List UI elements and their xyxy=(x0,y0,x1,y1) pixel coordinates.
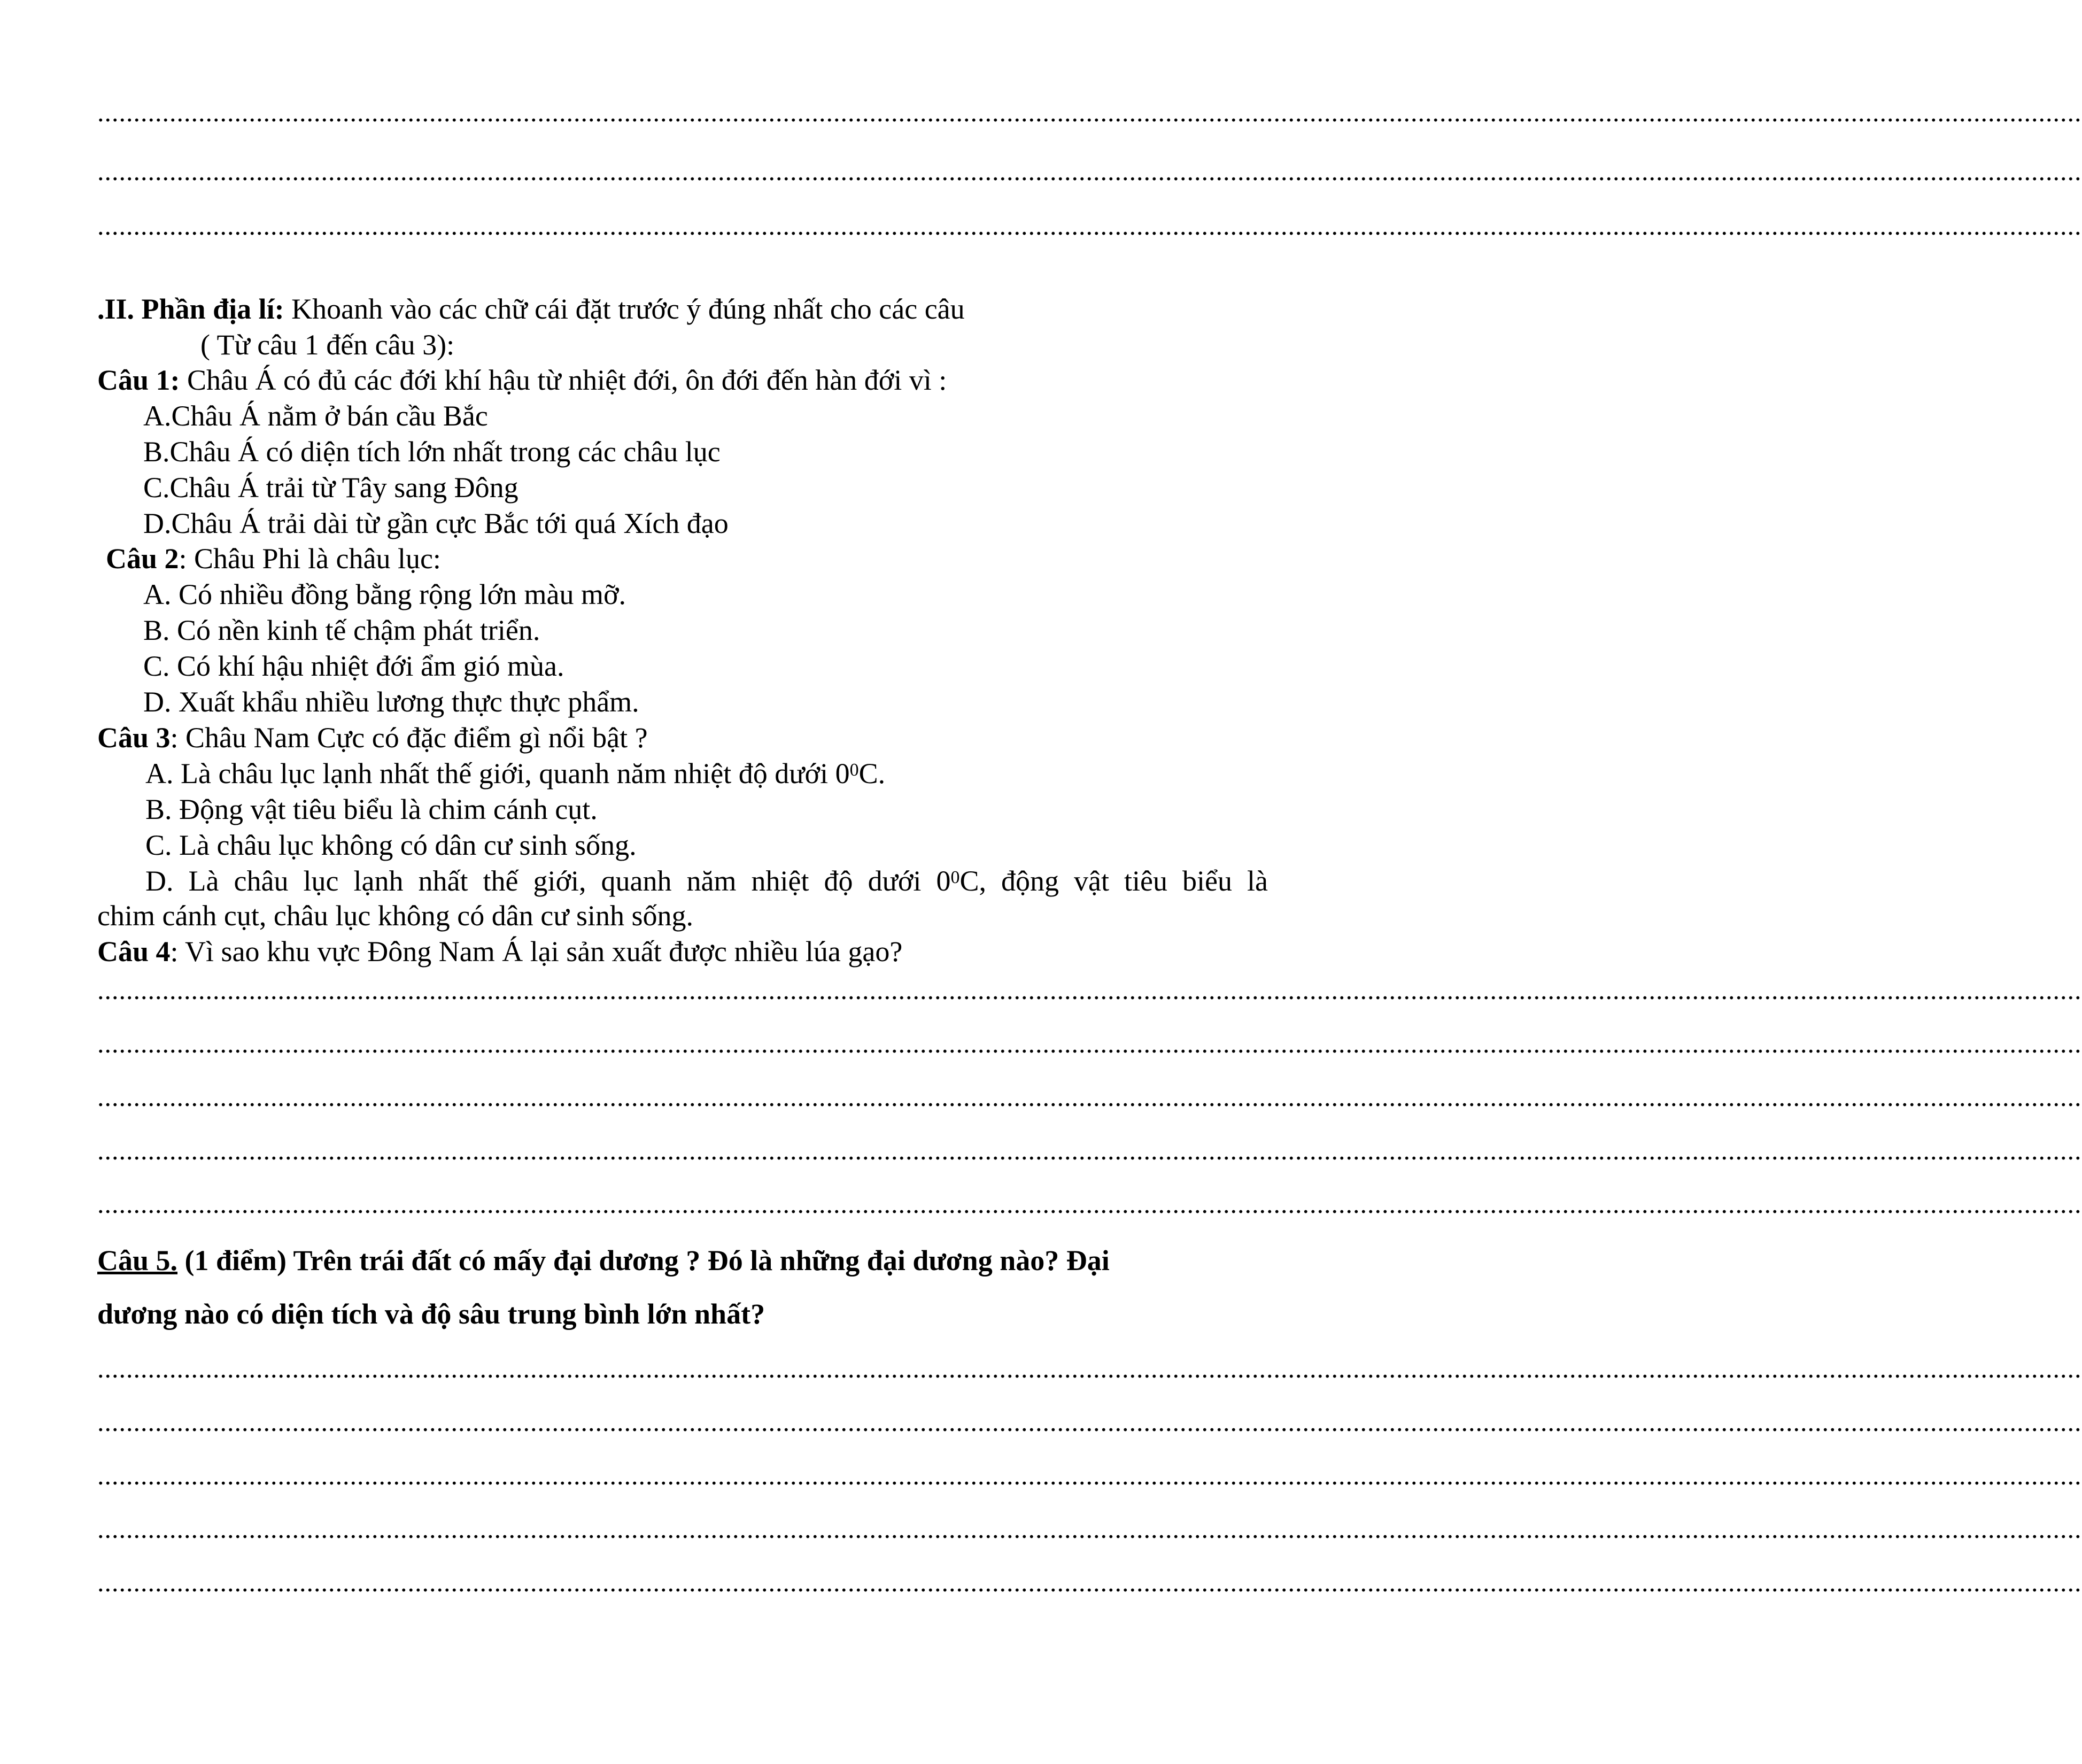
degree-superscript: 0 xyxy=(849,760,859,780)
q3-option-c[interactable]: C. Là châu lục không có dân cư sinh sống. xyxy=(145,829,637,861)
answer-line[interactable]: ................................................................................................................................................................................................................................................................................... xyxy=(97,1082,2082,1112)
question-text: (1 điểm) Trên trái đất có mấy đại dương ? Đó là những đại dương nào? Đại xyxy=(177,1244,1110,1276)
option-text-end: C. xyxy=(858,757,886,790)
question-2 xyxy=(106,541,441,576)
answer-line[interactable]: ................................................................................................................................................................................................................................................................................... xyxy=(97,1028,2082,1058)
option-text: A. Là châu lục lạnh nhất thế giới, quanh năm nhiệt độ dưới 0 xyxy=(145,757,850,790)
question-label: Câu 4 xyxy=(97,935,171,968)
answer-line[interactable]: ................................................................................................................................................................................................................................................................................... xyxy=(97,1189,2082,1219)
question-1 xyxy=(97,362,947,398)
q1-option-c[interactable]: C.Châu Á trải từ Tây sang Đông xyxy=(143,471,518,504)
option-text-end: C, động vật tiêu biểu là xyxy=(959,865,1268,897)
answer-line[interactable]: ................................................................................................................................................................................................................................................................................... xyxy=(97,1460,2082,1490)
question-text: : Vì sao khu vực Đông Nam Á lại sản xuất được nhiều lúa gạo? xyxy=(170,935,903,968)
question-label: Câu 2 xyxy=(106,543,179,575)
q1-option-a[interactable]: A.Châu Á nằm ở bán cầu Bắc xyxy=(143,400,488,432)
section-instruction: Khoanh vào các chữ cái đặt trước ý đúng nhất cho các câu xyxy=(284,293,965,325)
question-text: : Châu Nam Cực có đặc điểm gì nổi bật ? xyxy=(170,722,648,754)
q2-option-c[interactable]: C. Có khí hậu nhiệt đới ẩm gió mùa. xyxy=(143,650,564,682)
option-text: D. Là châu lục lạnh nhất thế giới, quanh năm nhiệt độ dưới 0 xyxy=(145,865,951,897)
answer-line[interactable]: ................................................................................................................................................................................................................................................................................... xyxy=(97,1353,2082,1383)
section-heading xyxy=(97,291,965,327)
section-range: ( Từ câu 1 đến câu 3): xyxy=(200,329,455,361)
question-5-continued: dương nào có diện tích và độ sâu trung bình lớn nhất? xyxy=(97,1298,765,1330)
answer-line[interactable]: ................................................................................................................................................................................................................................................................................... xyxy=(97,1514,2082,1544)
section-prefix: .II. Phần địa lí: xyxy=(97,293,284,325)
question-label: Câu 5. xyxy=(97,1244,178,1276)
answer-line[interactable]: ................................................................................................................................................................................................................................................................................... xyxy=(97,1567,2082,1597)
question-label: Câu 1: xyxy=(97,364,180,396)
answer-line[interactable]: ................................................................................................................................................................................................................................................................................... xyxy=(97,211,2082,241)
q3-option-a[interactable] xyxy=(145,756,885,791)
q2-option-a[interactable]: A. Có nhiều đồng bằng rộng lớn màu mỡ. xyxy=(143,578,626,610)
answer-line[interactable]: ................................................................................................................................................................................................................................................................................... xyxy=(97,975,2082,1005)
q2-option-b[interactable]: B. Có nền kinh tế chậm phát triển. xyxy=(143,614,540,646)
question-5 xyxy=(97,1243,1110,1278)
q1-option-b[interactable]: B.Châu Á có diện tích lớn nhất trong các châu lục xyxy=(143,436,721,468)
q1-option-d[interactable]: D.Châu Á trải dài từ gần cực Bắc tới quá Xích đạo xyxy=(143,507,729,539)
question-3 xyxy=(97,720,648,755)
q3-option-d[interactable] xyxy=(97,863,1268,899)
answer-line[interactable]: ................................................................................................................................................................................................................................................................................... xyxy=(97,1135,2082,1165)
q2-option-d[interactable]: D. Xuất khẩu nhiều lương thực thực phẩm. xyxy=(143,686,639,718)
degree-superscript: 0 xyxy=(950,868,960,887)
answer-line[interactable]: ................................................................................................................................................................................................................................................................................... xyxy=(97,156,2082,186)
question-label: Câu 3 xyxy=(97,722,171,754)
question-text: : Châu Phi là châu lục: xyxy=(179,543,441,575)
q3-option-d-continued: chim cánh cụt, châu lục không có dân cư sinh sống. xyxy=(97,900,693,932)
answer-line[interactable]: ................................................................................................................................................................................................................................................................................... xyxy=(97,97,2082,127)
question-text: Châu Á có đủ các đới khí hậu từ nhiệt đới, ôn đới đến hàn đới vì : xyxy=(180,364,947,396)
q3-option-b[interactable]: B. Động vật tiêu biểu là chim cánh cụt. xyxy=(145,793,598,825)
question-4 xyxy=(97,934,902,969)
answer-line[interactable]: ................................................................................................................................................................................................................................................................................... xyxy=(97,1407,2082,1437)
